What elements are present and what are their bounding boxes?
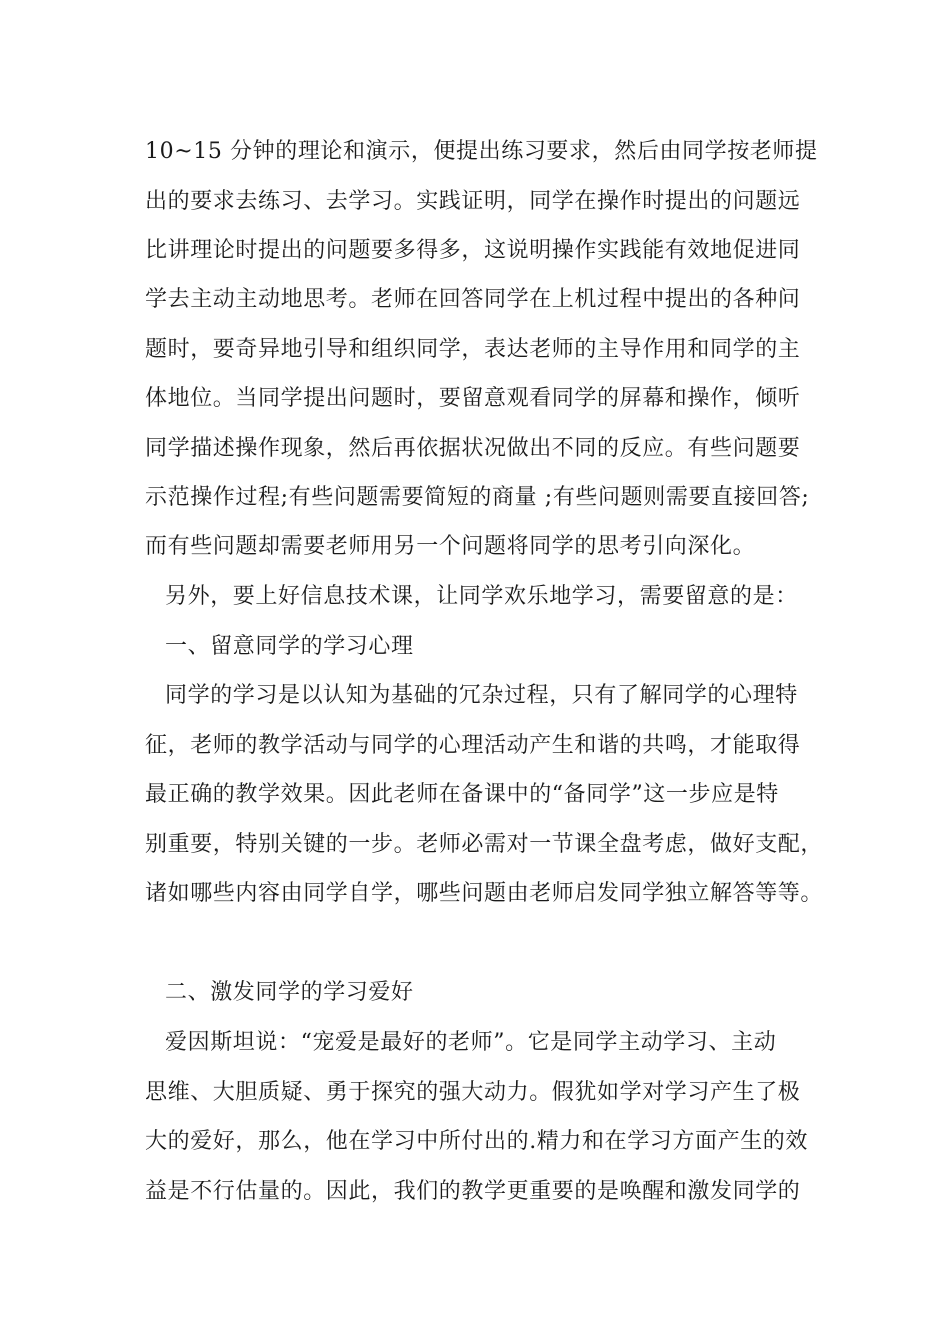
text-line: 示范操作过程;有些问题需要简短的商量 ;有些问题则需要直接回答; (145, 485, 810, 510)
text-line: 同学的学习是以认知为基础的冗杂过程，只有了解同学的心理特 (165, 683, 798, 708)
text-line: 10~15 分钟的理论和演示，便提出练习要求，然后由同学按老师提 (145, 139, 818, 164)
text-line: 比讲理论时提出的问题要多得多，这说明操作实践能有效地促进同 (145, 238, 801, 263)
section-heading: 一、留意同学的学习心理 (165, 634, 414, 659)
text-line: 最正确的教学效果。因此老师在备课中的“备同学”这一步应是特 (145, 782, 779, 807)
section-heading: 二、激发同学的学习爱好 (165, 980, 414, 1005)
text-line: 思维、大胆质疑、勇于探究的强大动力。假犹如学对学习产生了极 (145, 1080, 801, 1105)
text-line: 益是不行估量的。因此，我们的教学更重要的是唤醒和激发同学的 (145, 1179, 801, 1204)
text-line: 而有些问题却需要老师用另一个问题将同学的思考引向深化。 (145, 534, 756, 559)
text-line: 爱因斯坦说：“宠爱是最好的老师”。它是同学主动学习、主动 (165, 1030, 777, 1055)
text-line: 题时，要奇异地引导和组织同学，表达老师的主导作用和同学的主 (145, 337, 801, 362)
text-line: 出的要求去练习、去学习。实践证明，同学在操作时提出的问题远 (145, 189, 801, 214)
text-line: 大的爱好，那么，他在学习中所付出的.精力和在学习方面产生的效 (145, 1129, 808, 1154)
text-line: 学去主动主动地思考。老师在回答同学在上机过程中提出的各种问 (145, 287, 801, 312)
text-line: 别重要，特别关键的一步。老师必需对一节课全盘考虑，做好支配， (145, 832, 824, 857)
text-line: 另外，要上好信息技术课，让同学欢乐地学习，需要留意的是： (165, 584, 798, 609)
text-line: 诸如哪些内容由同学自学，哪些问题由老师启发同学独立解答等等。 (145, 881, 824, 906)
text-line: 征，老师的教学活动与同学的心理活动产生和谐的共鸣，才能取得 (145, 733, 801, 758)
text-line: 体地位。当同学提出问题时，要留意观看同学的屏幕和操作，倾听 (145, 386, 801, 411)
text-line: 同学描述操作现象，然后再依据状况做出不同的反应。有些问题要 (145, 436, 801, 461)
